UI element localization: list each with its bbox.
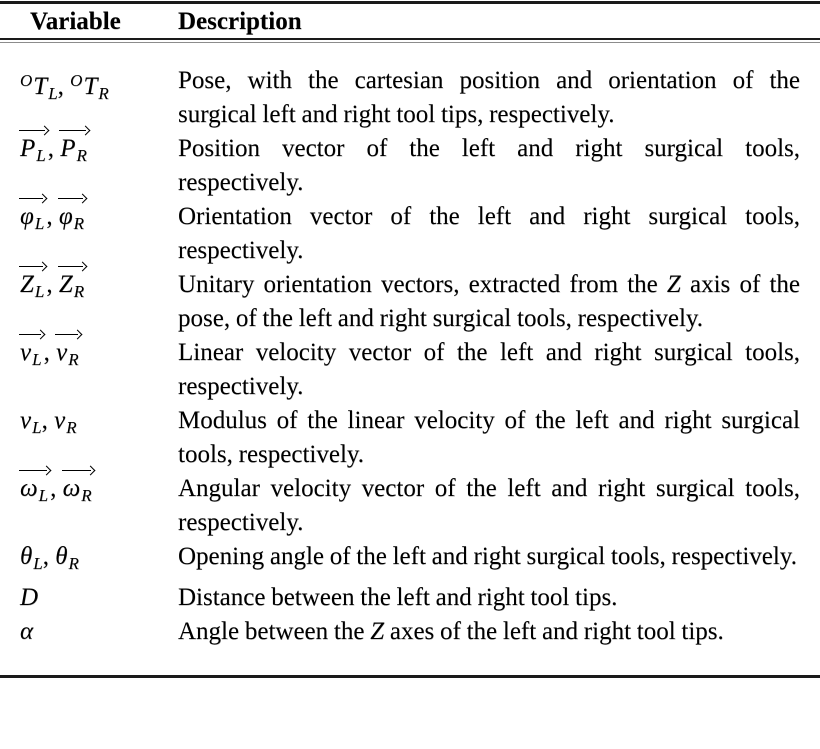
- math-subscript: L: [38, 486, 49, 505]
- math-base: ω: [20, 475, 38, 502]
- vector-variable: [20, 200, 46, 241]
- math-subscript: L: [36, 146, 46, 165]
- description-text: Linear velocity vector of the left and right surgical tools, respectively.: [178, 339, 800, 400]
- vector-variable: [20, 268, 46, 309]
- description-cell: [178, 336, 800, 404]
- description-text: Position vector of the left and right surgical tools, respectively.: [178, 135, 800, 196]
- math-subscript: L: [33, 554, 43, 573]
- math-subscript: R: [68, 350, 79, 369]
- math-base: ω: [62, 475, 81, 502]
- vector-variable: [60, 132, 89, 173]
- vector-arrow-icon: [19, 466, 50, 475]
- math-subscript: L: [34, 214, 45, 233]
- vector-variable: [20, 336, 44, 377]
- variable-cell: [20, 615, 178, 649]
- column-header-variable: Variable: [30, 8, 121, 35]
- variable-cell: [20, 268, 178, 336]
- separator: ,: [46, 203, 59, 230]
- description-cell: [178, 540, 800, 581]
- table-row: [20, 200, 800, 268]
- table-header-row: [0, 4, 820, 40]
- math-base: D: [20, 584, 39, 611]
- vector-arrow-icon: [19, 194, 46, 203]
- variable-cell: [20, 64, 178, 132]
- math-italic-inline: Z: [370, 618, 385, 645]
- math-base: v: [56, 339, 68, 366]
- math-superscript: O: [70, 71, 83, 90]
- math-base: φ: [58, 203, 73, 230]
- vector-variable: [20, 132, 48, 173]
- math-base: Z: [20, 271, 34, 298]
- table-row: [20, 336, 800, 404]
- variable-cell: [20, 581, 178, 615]
- vector-variable: [20, 472, 50, 513]
- separator: ,: [41, 407, 55, 434]
- variable-cell: [20, 200, 178, 268]
- math-base: α: [20, 618, 34, 645]
- description-text: Pose, with the cartesian position and orientation of the surgical left and right tool tips, respectively.: [178, 67, 800, 128]
- variable-cell: [20, 132, 178, 200]
- math-base: v: [20, 407, 32, 434]
- math-subscript: R: [73, 214, 85, 233]
- description-cell: [178, 472, 800, 540]
- table-body: [0, 43, 820, 675]
- math-subscript: L: [34, 282, 45, 301]
- description-cell: [178, 581, 800, 615]
- table-row: [20, 132, 800, 200]
- vector-arrow-icon: [62, 466, 94, 475]
- vector-arrow-icon: [19, 126, 48, 135]
- math-base: θ: [20, 543, 33, 570]
- vector-variable: [56, 336, 81, 377]
- description-cell: [178, 268, 800, 336]
- math-subscript: R: [81, 486, 92, 505]
- math-base: Z: [58, 271, 73, 298]
- table-row: [20, 268, 800, 336]
- description-cell: [178, 64, 800, 132]
- description-text: Angular velocity vector of the left and right surgical tools, respectively.: [178, 475, 800, 536]
- description-text: Unitary orientation vectors, extracted from the: [178, 271, 667, 298]
- math-base: v: [54, 407, 66, 434]
- math-base: P: [20, 135, 36, 162]
- math-subscript: L: [32, 418, 42, 437]
- vector-arrow-icon: [58, 194, 86, 203]
- table-row: [20, 404, 800, 472]
- description-text: axes of the left and right tool tips.: [384, 618, 724, 645]
- variable-cell: [20, 540, 178, 581]
- paper-page: [0, 1, 820, 749]
- description-text: Angle between the: [178, 618, 371, 645]
- vector-arrow-icon: [58, 262, 86, 271]
- table-row: [20, 540, 800, 581]
- math-superscript: O: [20, 71, 33, 90]
- math-base: T: [33, 73, 48, 100]
- description-text: Modulus of the linear velocity of the left and right surgical tools, respectively.: [178, 407, 800, 468]
- separator: ,: [42, 543, 56, 570]
- separator: ,: [43, 339, 57, 366]
- math-base: φ: [20, 203, 34, 230]
- vector-variable: [59, 268, 86, 309]
- vector-variable: [63, 472, 94, 513]
- description-cell: [178, 200, 800, 268]
- table-row: [20, 64, 800, 132]
- separator: ,: [57, 73, 71, 100]
- table-row: [20, 615, 800, 649]
- math-italic-inline: Z: [666, 271, 681, 298]
- variables-table: [0, 1, 820, 678]
- math-subscript: R: [76, 146, 87, 165]
- separator: ,: [46, 271, 59, 298]
- separator: ,: [50, 475, 63, 502]
- math-subscript: R: [73, 282, 85, 301]
- separator: ,: [47, 135, 61, 162]
- math-base: P: [60, 135, 76, 162]
- description-cell: [178, 132, 800, 200]
- column-header-description: Description: [178, 8, 302, 35]
- math-base: v: [20, 339, 32, 366]
- description-text: Opening angle of the left and right surgical tools, respectively.: [178, 543, 797, 570]
- table-row: [20, 472, 800, 540]
- variable-cell: [20, 404, 178, 472]
- description-cell: [178, 615, 800, 649]
- math-subscript: L: [32, 350, 42, 369]
- description-text: Distance between the left and right tool tips.: [178, 584, 618, 611]
- vector-variable: [59, 200, 86, 241]
- vector-arrow-icon: [59, 126, 89, 135]
- math-subscript: L: [48, 84, 58, 103]
- vector-arrow-icon: [19, 330, 44, 339]
- math-subscript: R: [66, 418, 77, 437]
- vector-arrow-icon: [19, 262, 46, 271]
- variable-cell: [20, 472, 178, 540]
- math-base: T: [83, 73, 98, 100]
- description-text: axis of the pose, of the left and right surgical tools, respectively.: [178, 271, 800, 332]
- variable-cell: [20, 336, 178, 404]
- vector-arrow-icon: [55, 330, 81, 339]
- description-text: Orientation vector of the left and right surgical tools, respectively.: [178, 203, 800, 264]
- table-row: [20, 581, 800, 615]
- math-subscript: R: [68, 554, 79, 573]
- math-subscript: R: [98, 84, 109, 103]
- math-base: θ: [55, 543, 68, 570]
- description-cell: [178, 404, 800, 472]
